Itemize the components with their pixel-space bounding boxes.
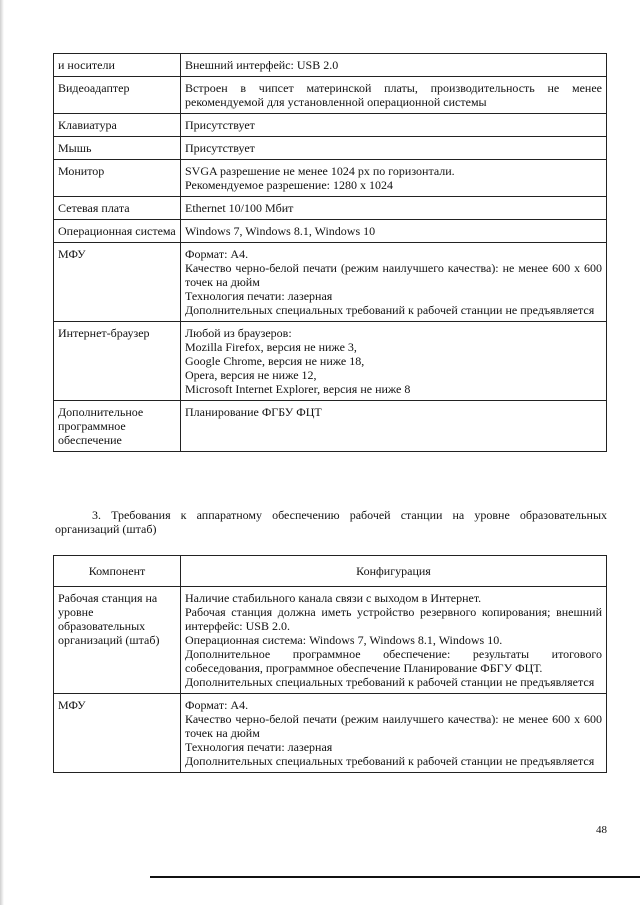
component-cell: Клавиатура — [54, 114, 181, 137]
table-row — [54, 587, 607, 694]
table-row — [54, 694, 607, 773]
config-line: Microsoft Internet Explorer, версия не ниже 8 — [185, 382, 411, 396]
config-cell — [181, 322, 607, 401]
config-line: Формат: А4. — [185, 698, 249, 712]
component-cell: Рабочая станция на уровне образовательных организаций (штаб) — [54, 587, 181, 694]
config-line: Качество черно-белой печати (режим наилучшего качества): не менее 600 х 600 точек на дюйм — [185, 712, 602, 740]
config-cell — [181, 694, 607, 773]
table-row — [54, 54, 607, 77]
workstation-requirements-table — [53, 555, 607, 773]
config-line: Ethernet 10/100 Мбит — [185, 201, 294, 215]
config-cell — [181, 401, 607, 452]
column-header-configuration: Конфигурация — [181, 556, 607, 587]
config-line: Mozilla Firefox, версия не ниже 3, — [185, 340, 357, 354]
config-line: Операционная система: Windows 7, Windows 8.1, Windows 10. — [185, 633, 503, 647]
table-row — [54, 160, 607, 197]
config-line: Внешний интерфейс: USB 2.0 — [185, 58, 339, 72]
table-row — [54, 137, 607, 160]
table-row — [54, 243, 607, 322]
table-header-row — [54, 556, 607, 587]
config-cell — [181, 243, 607, 322]
component-cell: Монитор — [54, 160, 181, 197]
config-line: Дополнительных специальных требований к рабочей станции не предъявляется — [185, 675, 595, 689]
config-cell — [181, 137, 607, 160]
config-line: Присутствует — [185, 141, 255, 155]
table-row — [54, 197, 607, 220]
table-row — [54, 220, 607, 243]
table-row — [54, 77, 607, 114]
component-cell: и носители — [54, 54, 181, 77]
config-line: Рекомендуемое разрешение: 1280 х 1024 — [185, 178, 393, 192]
config-line: Дополнительных специальных требований к рабочей станции не предъявляется — [185, 303, 595, 317]
config-line: Технология печати: лазерная — [185, 289, 333, 303]
component-cell: МФУ — [54, 694, 181, 773]
section-heading: 3. Требования к аппаратному обеспечению рабочей станции на уровне образовательных организаций (штаб) — [55, 508, 607, 536]
component-cell: Сетевая плата — [54, 197, 181, 220]
column-header-component: Компонент — [54, 556, 181, 587]
component-cell: МФУ — [54, 243, 181, 322]
table-row — [54, 322, 607, 401]
table-row — [54, 401, 607, 452]
config-line: Рабочая станция должна иметь устройство резервного копирования; внешний интерфейс: USB 2.0. — [185, 605, 602, 633]
config-line: Opera, версия не ниже 12, — [185, 368, 317, 382]
footer-divider — [150, 876, 640, 878]
config-cell — [181, 220, 607, 243]
config-line: Google Chrome, версия не ниже 18, — [185, 354, 365, 368]
config-cell — [181, 587, 607, 694]
config-line: Наличие стабильного канала связи с выходом в Интернет. — [185, 591, 482, 605]
config-line: Любой из браузеров: — [185, 326, 292, 340]
component-cell: Дополнительное программное обеспечение — [54, 401, 181, 452]
config-cell — [181, 77, 607, 114]
component-cell: Мышь — [54, 137, 181, 160]
page-number: 48 — [596, 824, 607, 836]
table-row — [54, 114, 607, 137]
config-line: Встроен в чипсет материнской платы, производительность не менее рекомендуемой для установленной операционной системы — [185, 81, 602, 109]
scan-edge-shadow — [0, 0, 4, 905]
config-cell — [181, 197, 607, 220]
config-line: Планирование ФГБУ ФЦТ — [185, 405, 322, 419]
config-line: Качество черно-белой печати (режим наилучшего качества): не менее 600 х 600 точек на дюйм — [185, 261, 602, 289]
component-cell: Интернет-браузер — [54, 322, 181, 401]
config-line: Присутствует — [185, 118, 255, 132]
config-line: Дополнительных специальных требований к рабочей станции не предъявляется — [185, 754, 595, 768]
config-cell — [181, 54, 607, 77]
config-line: Windows 7, Windows 8.1, Windows 10 — [185, 224, 376, 238]
config-line: Технология печати: лазерная — [185, 740, 333, 754]
component-cell: Видеоадаптер — [54, 77, 181, 114]
config-line: Дополнительное программное обеспечение: результаты итогового собеседования, программное обеспечение Планирование ФБГУ ФЦТ. — [185, 647, 602, 675]
config-cell — [181, 160, 607, 197]
component-cell: Операционная система — [54, 220, 181, 243]
config-line: SVGA разрешение не менее 1024 px по горизонтали. — [185, 164, 455, 178]
config-cell — [181, 114, 607, 137]
config-line: Формат: А4. — [185, 247, 249, 261]
requirements-table-continued — [53, 53, 607, 452]
